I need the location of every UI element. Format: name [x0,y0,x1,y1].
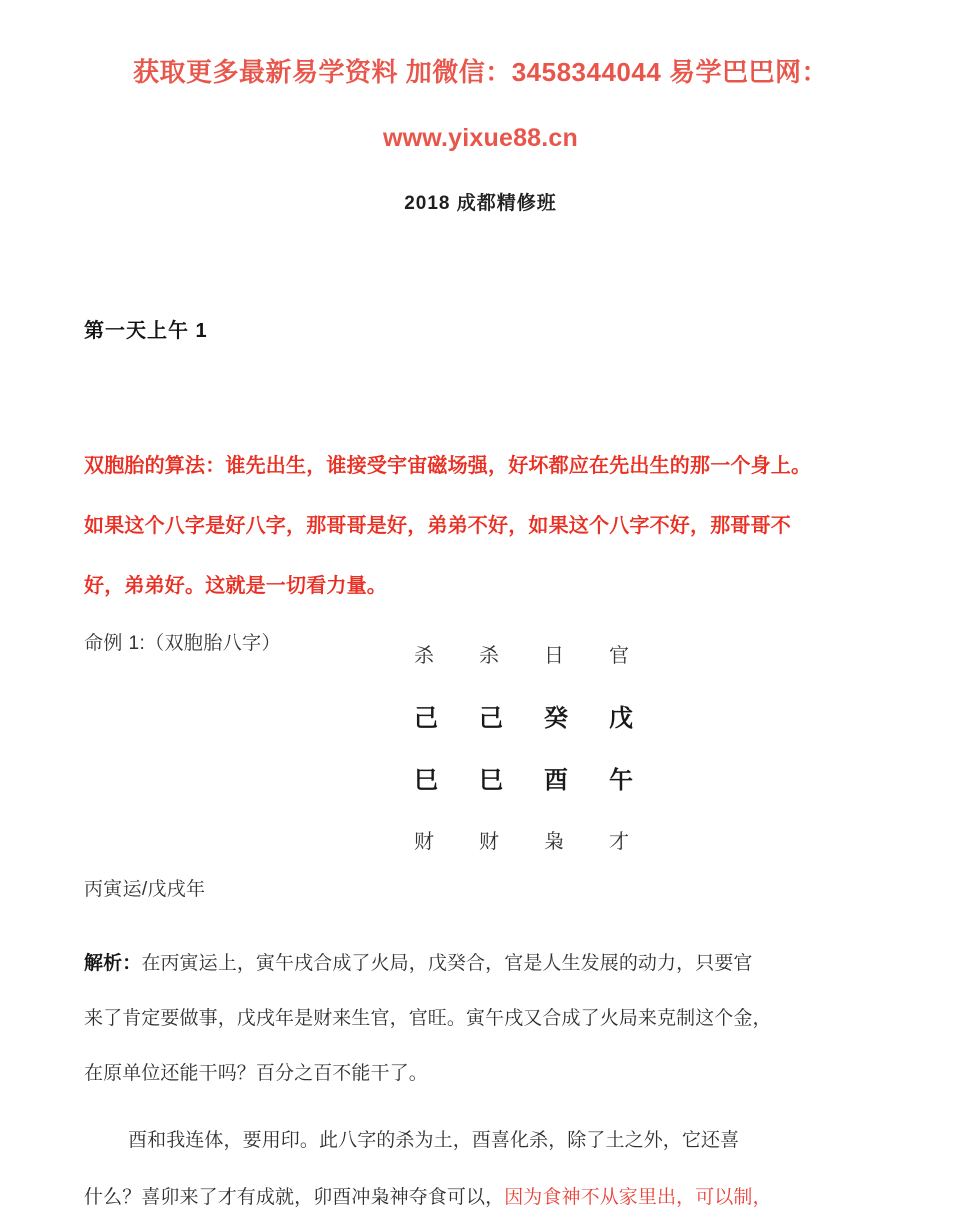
analysis-paragraph [84,936,936,1101]
analysis-line-text: 在丙寅运上，寅午戌合成了火局，戊癸合，官是人生发展的动力，只要官 [141,953,753,974]
second-paragraph-line-1: 酉和我连体，要用印。此八字的杀为土，酉喜化杀，除了土之外，它还喜 [128,1130,740,1151]
bazi-cell: 杀 [479,644,499,667]
section-heading: 第一天上午 1 [84,320,208,342]
watermark-website-url: www.yixue88.cn [382,124,578,152]
bazi-cell: 己 [414,704,438,732]
case-label: 命例 1:（双胞胎八字） [84,633,281,654]
second-paragraph-line-2 [84,1169,944,1226]
bazi-cell: 财 [414,830,434,853]
bazi-row-ten-gods-bottom [414,808,674,870]
second-paragraph-red-segment: 因为食神不从家里出，可以制， [504,1187,772,1208]
bazi-cell: 午 [609,766,633,794]
red-paragraph-line: 如果这个八字是好八字，那哥哥是好，弟弟不好，如果这个八字不好，那哥哥不 [84,515,791,537]
red-highlight-paragraph [84,436,920,616]
luck-cycle-line: 丙寅运/戊戌年 [84,879,206,900]
bazi-cell: 官 [609,644,629,667]
analysis-line: 在原单位还能干吗？百分之百不能干了。 [84,1063,428,1084]
bazi-cell: 巳 [414,766,438,794]
watermark-line-1: 获取更多最新易学资料 加微信：3458344044 易学巴巴网： [132,57,829,87]
second-paragraph-black-segment: 什么？喜卯来了才有成就，卯酉冲枭神夺食可以， [84,1187,505,1208]
bazi-cell: 才 [609,830,629,853]
bazi-row-earthly-branches [414,746,674,808]
red-paragraph-line: 好，弟弟好。这就是一切看力量。 [84,575,387,597]
bazi-cell: 酉 [544,766,568,794]
bazi-cell: 日 [544,644,564,667]
bazi-cell: 枭 [544,830,564,853]
analysis-line [84,936,936,991]
bazi-cell: 杀 [414,644,434,667]
analysis-lead-label: 解析： [84,953,142,974]
bazi-cell: 戊 [609,704,633,732]
document-subtitle: 2018 成都精修班 [404,193,557,214]
bazi-cell: 巳 [479,766,503,794]
bazi-row-heavenly-stems [414,684,674,746]
bazi-chart [414,622,674,870]
bazi-cell: 癸 [544,704,568,732]
red-paragraph-line: 双胞胎的算法：谁先出生，谁接受宇宙磁场强，好坏都应在先出生的那一个身上。 [84,455,812,477]
bazi-row-ten-gods-top [414,622,674,684]
analysis-line: 来了肯定要做事，戊戌年是财来生官，官旺。寅午戌又合成了火局来克制这个金， [84,1008,772,1029]
second-paragraph [84,1112,944,1226]
bazi-cell: 己 [479,704,503,732]
bazi-cell: 财 [479,830,499,853]
